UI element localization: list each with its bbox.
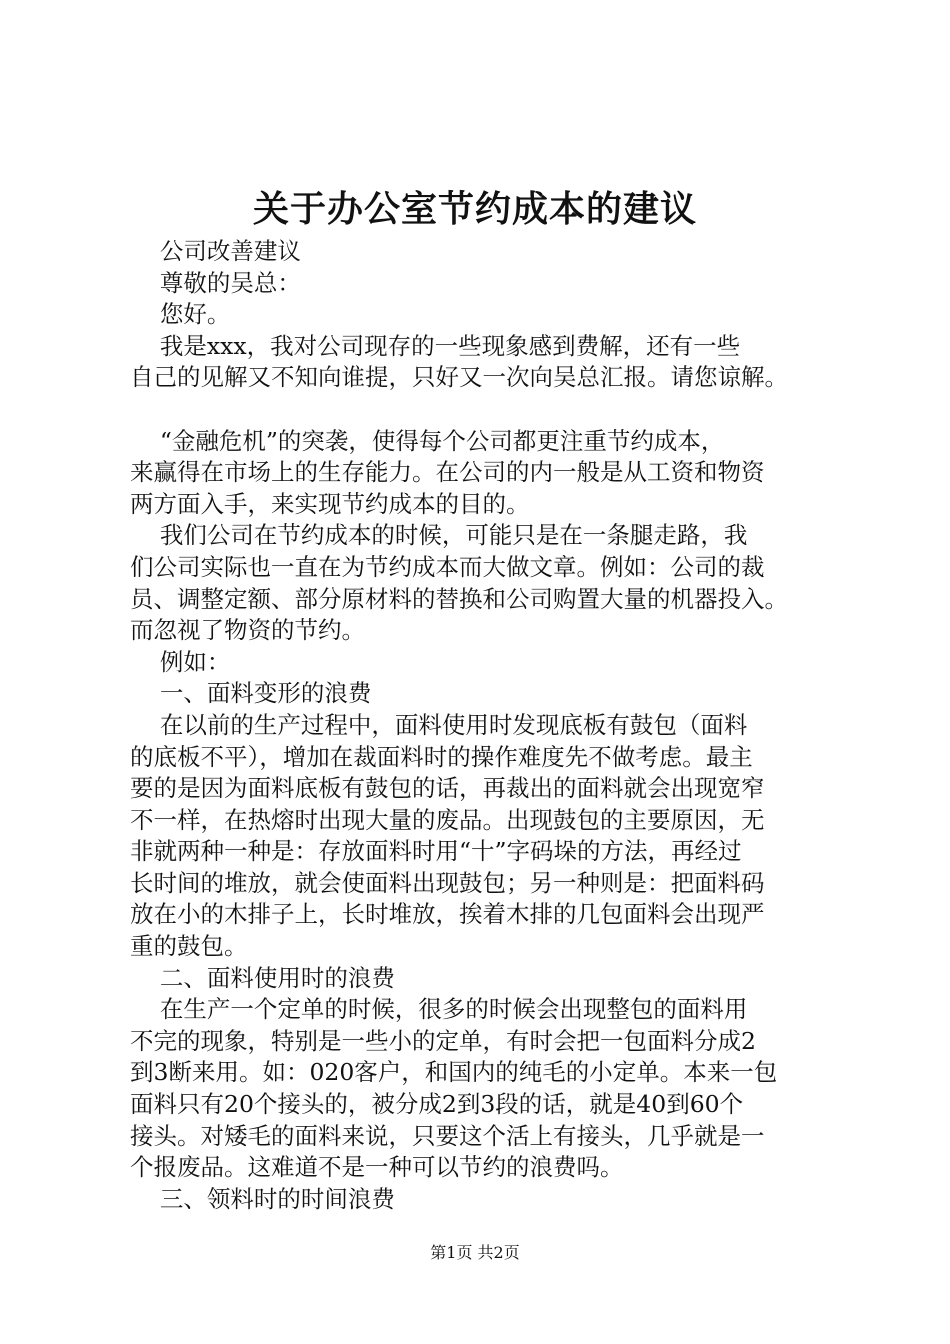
text-line: 公司改善建议 xyxy=(130,237,301,265)
text-line: 个报废品。这难道不是一种可以节约的浪费吗。 xyxy=(130,1153,624,1182)
text-line: 的底板不平），增加在裁面料时的操作难度先不做考虑。最主 xyxy=(130,742,753,771)
text-line: 三、领料时的时间浪费 xyxy=(130,1184,395,1213)
text-line: 到3断来用。如：020客户，和国内的纯毛的小定单。本来一包 xyxy=(130,1058,778,1087)
text-line: 放在小的木排子上，长时堆放，挨着木排的几包面料会出现严 xyxy=(130,900,765,929)
text-line: 在以前的生产过程中，面料使用时发现底板有鼓包（面料 xyxy=(130,710,748,739)
text-line: 员、调整定额、部分原材料的替换和公司购置大量的机器投入。 xyxy=(130,584,788,613)
text-line: 不完的现象，特别是一些小的定单，有时会把一包面料分成2 xyxy=(130,1026,756,1055)
page-footer: 第1页 共2页 xyxy=(430,1243,520,1262)
document-body xyxy=(130,236,850,1215)
text-line: 自己的见解又不知向谁提，只好又一次向吴总汇报。请您谅解。 xyxy=(130,363,788,392)
text-line: 接头。对矮毛的面料来说，只要这个活上有接头，几乎就是一 xyxy=(130,1121,765,1150)
text-line: 一、面料变形的浪费 xyxy=(130,679,372,708)
text-line: 我们公司在节约成本的时候，可能只是在一条腿走路，我 xyxy=(130,521,748,550)
text-line: 二、面料使用时的浪费 xyxy=(130,963,395,992)
text-line: 长时间的堆放，就会使面料出现鼓包；另一种则是：把面料码 xyxy=(130,868,765,897)
text-line: 要的是因为面料底板有鼓包的话，再裁出的面料就会出现宽窄 xyxy=(130,774,765,803)
text-line: 们公司实际也一直在为节约成本而大做文章。例如：公司的裁 xyxy=(130,552,765,581)
text-line: 您好。 xyxy=(130,300,231,329)
text-line: “金融危机”的突袭，使得每个公司都更注重节约成本， xyxy=(130,426,725,455)
page-title: 关于办公室节约成本的建议 xyxy=(252,188,697,230)
text-line: 重的鼓包。 xyxy=(130,932,248,961)
blank-line xyxy=(130,394,850,426)
text-line: 两方面入手，来实现节约成本的目的。 xyxy=(130,489,530,518)
text-line: 不一样，在热熔时出现大量的废品。出现鼓包的主要原因，无 xyxy=(130,805,765,834)
text-line: 而忽视了物资的节约。 xyxy=(130,616,365,645)
text-line: 尊敬的吴总： xyxy=(130,268,301,297)
text-line: 面料只有20个接头的，被分成2到3段的话，就是40到60个 xyxy=(130,1090,744,1119)
text-line: 在生产一个定单的时候，很多的时候会出现整包的面料用 xyxy=(130,995,748,1024)
text-line: 非就两种一种是：存放面料时用“十”字码垛的方法，再经过 xyxy=(130,837,742,866)
text-line: 来赢得在市场上的生存能力。在公司的内一般是从工资和物资 xyxy=(130,458,765,487)
text-line: 例如： xyxy=(130,647,231,676)
text-line: 我是xxx，我对公司现存的一些现象感到费解，还有一些 xyxy=(130,331,741,360)
